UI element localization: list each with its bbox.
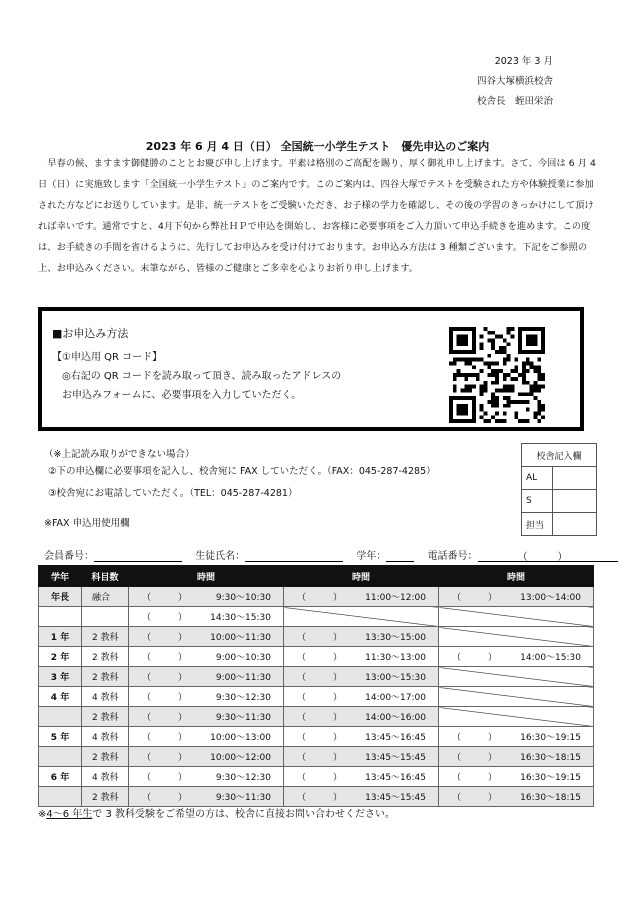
time-slot-option[interactable] bbox=[439, 587, 594, 607]
row-grade bbox=[39, 607, 82, 627]
time-slot-option[interactable] bbox=[284, 687, 439, 707]
footer-prefix: ※ bbox=[38, 809, 47, 820]
table-row bbox=[39, 647, 594, 667]
slot-check-paren[interactable]: （ ） bbox=[297, 713, 343, 723]
slot-time: 9:00～10:30 bbox=[215, 653, 271, 663]
office-label-s: S bbox=[522, 490, 553, 513]
col-time-1: 時間 bbox=[129, 566, 284, 587]
slot-time: 9:30～10:30 bbox=[215, 593, 271, 603]
student-name-label: 生徒氏名： bbox=[195, 551, 246, 562]
time-slot-option[interactable] bbox=[129, 587, 284, 607]
row-subjects: 2 教科 bbox=[82, 667, 129, 687]
slot-time: 14:30～15:30 bbox=[210, 613, 271, 623]
apply-method-box bbox=[38, 307, 584, 431]
slot-check-paren[interactable]: （ ） bbox=[452, 773, 498, 783]
slot-time: 9:30～11:30 bbox=[215, 793, 271, 803]
footer-underlined: 4～6 年生 bbox=[46, 809, 93, 820]
time-slot-option[interactable] bbox=[284, 747, 439, 767]
slot-unavailable bbox=[439, 667, 594, 687]
grade-field[interactable] bbox=[386, 550, 414, 562]
time-slot-option[interactable] bbox=[439, 767, 594, 787]
office-use-table bbox=[521, 443, 597, 536]
slot-time: 16:30～19:15 bbox=[520, 773, 581, 783]
time-slot-option[interactable] bbox=[439, 787, 594, 807]
time-slot-option[interactable] bbox=[284, 787, 439, 807]
body-paragraph: 早春の候、ますます御健勝のこととお慶び申し上げます。平素は格別のご高配を賜り、厚く御礼申し上げます。さて、今回は 6 月 4 日（日）に実施致します「全国統一小学生テスト」のご案内です。このご案内は、四谷大塚でテストを受験された方や体験授業に参加された方などにお送りしています。是非、統一テストをご受験いただき、お子様の学力を確認し、その後の学習のきっかけにして頂ければ幸いです。通常ですと、4月下旬から弊社ＨＰで申込を開始し、お客様に必要事項をご入力頂いて申込手続きを進めます。この度は、お手続きの手間を省けるように、先行してお申込みを受け付けております。お申込み方法は 3 種類ございます。下記をご参照の上、お申込みください。末筆ながら、皆様のご健康とご多幸を心よりお祈り申し上げます。 bbox=[38, 158, 596, 274]
table-row bbox=[39, 607, 594, 627]
issue-date: 2023 年 3 月 bbox=[494, 56, 553, 67]
slot-check-paren[interactable]: （ ） bbox=[297, 673, 343, 683]
member-number-field[interactable] bbox=[94, 550, 182, 562]
office-use-title: 校舎記入欄 bbox=[522, 444, 597, 467]
time-slot-option[interactable] bbox=[284, 667, 439, 687]
slot-time: 9:30～12:30 bbox=[215, 693, 271, 703]
phone-field[interactable] bbox=[478, 550, 618, 562]
time-slot-option[interactable] bbox=[439, 727, 594, 747]
time-slot-option[interactable] bbox=[284, 647, 439, 667]
slot-check-paren[interactable]: （ ） bbox=[297, 773, 343, 783]
slot-check-paren[interactable]: （ ） bbox=[142, 673, 188, 683]
applicant-fields bbox=[44, 547, 618, 562]
slot-time: 9:30～11:30 bbox=[215, 713, 271, 723]
slot-check-paren[interactable]: （ ） bbox=[297, 793, 343, 803]
slot-time: 10:00～11:30 bbox=[210, 633, 271, 643]
slot-time: 16:30～18:15 bbox=[520, 793, 581, 803]
time-slot-option[interactable] bbox=[129, 767, 284, 787]
table-row bbox=[39, 667, 594, 687]
slot-time: 16:30～18:15 bbox=[520, 753, 581, 763]
grade-label: 学年： bbox=[356, 551, 387, 562]
slot-time: 9:00～11:30 bbox=[215, 673, 271, 683]
row-grade: 年長 bbox=[39, 587, 82, 607]
qr-instruction-2: お申込みフォームに、必要事項を入力していただく。 bbox=[62, 390, 302, 401]
office-label-al: AL bbox=[522, 467, 553, 490]
row-subjects: 2 教科 bbox=[82, 787, 129, 807]
time-slot-option[interactable] bbox=[129, 687, 284, 707]
time-slot-option[interactable] bbox=[129, 747, 284, 767]
slot-check-paren[interactable]: （ ） bbox=[452, 753, 498, 763]
row-subjects: 4 教科 bbox=[82, 767, 129, 787]
table-row bbox=[39, 587, 594, 607]
qr-instruction-1: ◎右記の QR コードを読み取って頂き、読み取ったアドレスの bbox=[62, 371, 342, 382]
row-subjects bbox=[82, 607, 129, 627]
slot-time: 9:30～12:30 bbox=[215, 773, 271, 783]
table-row bbox=[39, 687, 594, 707]
slot-check-paren[interactable]: （ ） bbox=[142, 793, 188, 803]
member-number-label: 会員番号： bbox=[44, 551, 94, 562]
slot-time: 10:00～12:00 bbox=[210, 753, 271, 763]
slot-check-paren[interactable]: （ ） bbox=[142, 713, 188, 723]
slot-check-paren[interactable]: （ ） bbox=[297, 753, 343, 763]
note-fallback: （※上記読み取りができない場合） bbox=[44, 449, 195, 460]
col-subjects: 科目数 bbox=[82, 566, 129, 587]
office-field-staff[interactable] bbox=[553, 513, 597, 536]
slot-check-paren[interactable]: （ ） bbox=[452, 793, 498, 803]
time-slot-option[interactable] bbox=[129, 607, 284, 627]
row-subjects: 2 教科 bbox=[82, 747, 129, 767]
row-subjects: 4 教科 bbox=[82, 687, 129, 707]
footer-rest: で 3 教科受験をご希望の方は、校舎に直接お問い合わせください。 bbox=[92, 809, 396, 820]
slot-time: 13:00～14:00 bbox=[520, 593, 581, 603]
slot-unavailable bbox=[284, 607, 439, 627]
school-name: 四谷大塚横浜校舎 bbox=[476, 76, 553, 87]
row-subjects: 2 教科 bbox=[82, 707, 129, 727]
slot-unavailable bbox=[439, 607, 594, 627]
slot-time: 16:30～19:15 bbox=[520, 733, 581, 743]
office-field-al[interactable] bbox=[553, 467, 597, 490]
principal-name: 校舎長 蛭田栄治 bbox=[476, 96, 553, 107]
slot-check-paren[interactable]: （ ） bbox=[142, 773, 188, 783]
time-slot-option[interactable] bbox=[284, 767, 439, 787]
time-slot-option[interactable] bbox=[129, 667, 284, 687]
time-slot-option[interactable] bbox=[129, 787, 284, 807]
row-grade: 3 年 bbox=[39, 667, 82, 687]
slot-check-paren[interactable]: （ ） bbox=[297, 693, 343, 703]
slot-check-paren[interactable]: （ ） bbox=[452, 653, 498, 663]
slot-check-paren[interactable]: （ ） bbox=[142, 733, 188, 743]
slot-time: 13:45～16:45 bbox=[365, 733, 426, 743]
row-grade: 6 年 bbox=[39, 767, 82, 787]
slot-check-paren[interactable]: （ ） bbox=[452, 593, 498, 603]
table-row bbox=[39, 767, 594, 787]
slot-time: 10:00～13:00 bbox=[210, 733, 271, 743]
row-grade: 4 年 bbox=[39, 687, 82, 707]
footer-note bbox=[38, 805, 395, 820]
schedule-table bbox=[38, 565, 594, 807]
row-grade: 5 年 bbox=[39, 727, 82, 747]
time-slot-option[interactable] bbox=[129, 647, 284, 667]
row-grade bbox=[39, 787, 82, 807]
note-phone: ③校舎宛にお電話していただく。（TEL：045-287-4281） bbox=[48, 488, 298, 499]
qr-subheading: 【①申込用 QR コード】 bbox=[52, 352, 163, 363]
slot-time: 11:30～13:00 bbox=[365, 653, 426, 663]
slot-time: 13:00～15:30 bbox=[365, 673, 426, 683]
slot-check-paren[interactable]: （ ） bbox=[297, 633, 343, 643]
slot-unavailable bbox=[439, 687, 594, 707]
slot-time: 13:45～15:45 bbox=[365, 793, 426, 803]
slot-time: 11:00～12:00 bbox=[365, 593, 426, 603]
time-slot-option[interactable] bbox=[129, 727, 284, 747]
slot-time: 13:30～15:00 bbox=[365, 633, 426, 643]
apply-heading: ■お申込み方法 bbox=[52, 327, 129, 340]
slot-time: 14:00～16:00 bbox=[365, 713, 426, 723]
slot-check-paren[interactable]: （ ） bbox=[142, 593, 188, 603]
slot-time: 14:00～17:00 bbox=[365, 693, 426, 703]
time-slot-option[interactable] bbox=[439, 647, 594, 667]
table-row bbox=[39, 627, 594, 647]
slot-check-paren[interactable]: （ ） bbox=[142, 693, 188, 703]
slot-time: 13:45～15:45 bbox=[365, 753, 426, 763]
time-slot-option[interactable] bbox=[439, 747, 594, 767]
table-row bbox=[39, 747, 594, 767]
time-slot-option[interactable] bbox=[129, 627, 284, 647]
row-grade bbox=[39, 707, 82, 727]
table-row bbox=[39, 727, 594, 747]
document-title: 2023 年 6 月 4 日（日） 全国統一小学生テスト 優先申込のご案内 bbox=[145, 140, 490, 153]
row-subjects: 2 教科 bbox=[82, 647, 129, 667]
slot-unavailable bbox=[439, 627, 594, 647]
row-subjects: 4 教科 bbox=[82, 727, 129, 747]
time-slot-option[interactable] bbox=[284, 727, 439, 747]
office-field-s[interactable] bbox=[553, 490, 597, 513]
row-subjects: 2 教科 bbox=[82, 627, 129, 647]
slot-time: 13:45～16:45 bbox=[365, 773, 426, 783]
time-slot-option[interactable] bbox=[284, 627, 439, 647]
office-label-staff: 担当 bbox=[522, 513, 553, 536]
row-grade: 2 年 bbox=[39, 647, 82, 667]
row-grade bbox=[39, 747, 82, 767]
slot-time: 14:00～15:30 bbox=[520, 653, 581, 663]
note-fax-use: ※FAX 申込用使用欄 bbox=[44, 518, 130, 529]
slot-check-paren[interactable]: （ ） bbox=[142, 613, 188, 623]
table-row bbox=[39, 787, 594, 807]
row-grade: 1 年 bbox=[39, 627, 82, 647]
slot-check-paren[interactable]: （ ） bbox=[452, 733, 498, 743]
slot-check-paren[interactable]: （ ） bbox=[297, 653, 343, 663]
slot-check-paren[interactable]: （ ） bbox=[142, 653, 188, 663]
phone-label: 電話番号： bbox=[427, 551, 478, 562]
slot-check-paren[interactable]: （ ） bbox=[297, 593, 343, 603]
slot-check-paren[interactable]: （ ） bbox=[142, 753, 188, 763]
time-slot-option[interactable] bbox=[284, 707, 439, 727]
qr-code[interactable] bbox=[449, 327, 545, 423]
table-row bbox=[39, 707, 594, 727]
student-name-field[interactable] bbox=[245, 550, 343, 562]
slot-check-paren[interactable]: （ ） bbox=[297, 733, 343, 743]
note-fax: ②下の申込欄に必要事項を記入し、校舎宛に FAX していただく。（FAX：045-287-4285） bbox=[48, 466, 436, 477]
row-subjects: 融合 bbox=[82, 587, 129, 607]
col-time-2: 時間 bbox=[284, 566, 439, 587]
time-slot-option[interactable] bbox=[284, 587, 439, 607]
col-time-3: 時間 bbox=[439, 566, 594, 587]
slot-check-paren[interactable]: （ ） bbox=[142, 633, 188, 643]
phone-paren: （ ） bbox=[517, 552, 568, 563]
col-grade: 学年 bbox=[39, 566, 82, 587]
slot-unavailable bbox=[439, 707, 594, 727]
time-slot-option[interactable] bbox=[129, 707, 284, 727]
